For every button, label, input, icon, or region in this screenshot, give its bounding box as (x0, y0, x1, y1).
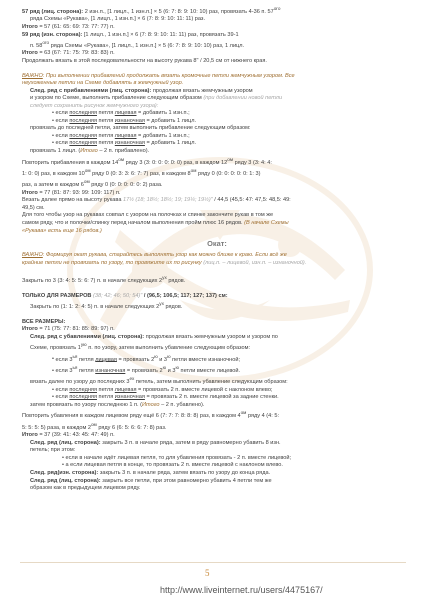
t: лицевая (95, 356, 117, 363)
t: если (55, 117, 70, 124)
t: Закрыть по (1: 1: 2: 4: 5) п. в начале следующих 2 (30, 303, 160, 310)
all-sizes-heading: ВСЕ РАЗМЕРЫ: (22, 318, 66, 325)
total-label: Итого (22, 189, 38, 196)
t: петля (96, 140, 115, 147)
t: (лиц.п. – лицевой, изн.п. – изнаночной). (201, 259, 307, 266)
row-text: 2 изн.п., [1 лицл., 1 изн.п.] × 5 (6: 7: 8: 9: 10: 10) раз, провязать 4-36 п. 57 (83, 8, 274, 15)
t: изнаночная (114, 117, 145, 124)
t: Вязать далее прямо на высоту рукава (22, 197, 123, 204)
t: лицевая (114, 386, 137, 393)
note-text: следует сохранить рисунок жемчужного узора): (30, 102, 159, 109)
t: = провязать 2 п. вместе лицевой с наклоном влево; (136, 386, 273, 393)
sup: ую (80, 342, 87, 348)
row-text: Продолжать вязать в этой последовательности на высоту рукава 8" / 20,5 см от нижнего края. (22, 58, 267, 64)
t: : Формируя окат рукава, старайтесь выполнять узор как можно ближе к краю. Если всё же (42, 252, 287, 259)
t: – 2 п. прибавлено). (97, 148, 150, 155)
total-line (22, 326, 412, 334)
row-label: След. ряд(изн. сторона): (30, 469, 99, 476)
t: = добавить 1 лицл. (144, 117, 197, 124)
text-line (22, 409, 412, 420)
row-label: 57 ряд (лиц. сторона): (22, 8, 84, 15)
total-label: Итого (22, 23, 38, 30)
t: последняя (69, 386, 97, 393)
list-item (22, 462, 412, 470)
row-line (22, 478, 412, 486)
t: Итого (142, 401, 160, 408)
sup: ю (154, 353, 158, 359)
t: продолжая вязать жемчужным узором и узором по (144, 333, 278, 340)
sup: ого (42, 40, 50, 46)
t: петли вместе изнаночной; (170, 356, 241, 363)
t: / 44,5 (45,5: 47: 47,5: 48,5: 49: (212, 197, 291, 204)
row-label: 59 ряд (изн. сторона): (22, 31, 83, 38)
t: петли вместе лицевой. (178, 367, 241, 374)
t: последняя (69, 110, 97, 117)
t: п. по узору, затем выполнить убавление следующим образом: (86, 345, 251, 352)
total-label: Итого (22, 326, 38, 333)
t: Для того чтобы узор на рукавах совпал с узором на полочках и спинке закончите рукав в том же (22, 212, 274, 219)
t: если (55, 132, 70, 139)
t: если (55, 386, 70, 393)
t: Повторить прибавления в каждом 14 (22, 159, 119, 166)
important-note-cont (22, 260, 412, 268)
row-text: [1 лицл., 1 изн.п.] × 6 (7: 8: 9: 10: 11: 11) раз, провязать 39-1 (82, 31, 239, 38)
text-line (22, 341, 412, 352)
t: (В начале Схемы (242, 219, 289, 226)
row-line (22, 440, 412, 448)
total-value: = 37 (39: 41: 43: 45: 47: 49) п. (37, 432, 115, 439)
note-text: неухоженные петли на Схеме добавлять в жемчужный узор. (22, 80, 184, 87)
t: ряду 3 (3: 0: 0: 0: 0: 0) раз, в каждом 12 (124, 159, 228, 166)
text-line (22, 58, 412, 66)
row-text: провязать до последней петли, затем выполнить прибавление следующим образом: (30, 125, 251, 132)
t: если 3 (55, 356, 73, 363)
total-value: = 77 (81: 87: 93: 99: 109: 117) п. (37, 189, 121, 196)
text-line (22, 167, 412, 178)
t: провязать 1 лицл. ( (30, 148, 81, 155)
t: / (96,5; 106,5; 117; 127; 137) см: (143, 292, 228, 299)
t: образом как в предыдущем лицевом ряду. (30, 485, 141, 492)
t: рядов. (163, 303, 183, 310)
sup: ю (167, 353, 171, 359)
t: закрыть 3 п. в начале ряда, затем в ряду равномерно убавить 8 изн. (100, 439, 281, 446)
t: лицевая (114, 110, 137, 117)
list-item (22, 353, 412, 364)
t: Закрыть по 3 (3: 4: 5: 5: 6: 7) п. в начале следующих 2 (22, 278, 163, 285)
row-text: ряда Схемы «Рукава», [1 лицл., 1 изн.п.] × 6 (7: 8: 9: 10: 11: 11) раз. (30, 16, 206, 23)
row-text: продолжая вязать жемчужным узором (151, 87, 253, 94)
t: закрыть все петли, при этом равномерно убавить 4 петли тем же (100, 477, 272, 484)
text-line (22, 16, 412, 24)
t: ряду 0 (0: 0: 0: 0: 0: 2) раза. (89, 182, 163, 189)
sizes-only-line (22, 293, 412, 301)
t: 49,5) см. (22, 204, 45, 211)
t: вязать далее по узору до последних 3 (30, 379, 130, 386)
t: самом ряду, что и полочки/спинку перед началом выполнения пройм плюс 16 рядов. (22, 219, 243, 226)
t: последняя (69, 117, 97, 124)
t: раз, а затем в каждом 6 (22, 182, 84, 189)
row-text: п. 58 (30, 42, 43, 49)
sup: ом (118, 156, 125, 162)
row57-line (22, 5, 412, 16)
t: = провязать 2 (116, 356, 155, 363)
t: последняя (69, 132, 97, 139)
text-line (22, 485, 412, 493)
note-text: : При выполнении прибавлений продолжать вязать кромочные петли жемчужным узором. Все (42, 72, 295, 79)
t: если в начале идёт лицевая петля, то для убавления провязать - 2 п. вместе лицевой; (65, 454, 292, 461)
row-line (22, 470, 412, 478)
t: 5: 5: 5: 5) раза, в каждом 2 (22, 424, 91, 431)
t: ряду 3 (3: 4: 4: (233, 159, 272, 166)
t: ТОЛЬКО ДЛЯ РАЗМЕРОВ (22, 292, 92, 299)
important-note-cont (22, 80, 412, 88)
sup: ом (84, 167, 91, 173)
total-label: Итого (22, 432, 38, 439)
text-line (22, 178, 412, 189)
important-label: ВАЖНО (22, 252, 43, 259)
total-value: = 71 (75: 77: 81: 85: 89: 97) п. (37, 326, 115, 333)
footer-url[interactable]: http://www.liveinternet.ru/users/4475167/ (160, 585, 323, 595)
t: = провязать 2 (125, 367, 163, 374)
sup: ю (162, 364, 167, 370)
sup: ого (273, 6, 281, 11)
important-label: ВАЖНО (22, 72, 43, 79)
text-line (22, 300, 412, 311)
sup: ю (175, 364, 179, 370)
sup: ех (129, 376, 135, 382)
text-line (22, 402, 412, 410)
t: ряду 0 (0: 3: 3: 6: 7: 7) раз, в каждом 8 (90, 170, 191, 177)
list-item (22, 364, 412, 375)
text-line (22, 447, 412, 455)
row59-line (22, 32, 412, 40)
t: ряду 6 (6: 5: 6: 6: 7: 8) раз. (96, 424, 167, 431)
t: петля (96, 132, 115, 139)
t: 1: 0: 0) раз, в каждом 10 (22, 170, 85, 177)
row-label: След. ряд с прибавлениями (лиц. сторона): (30, 87, 152, 94)
t: последняя (69, 140, 97, 147)
t: петель; при этом: (30, 447, 76, 454)
total-line (22, 50, 412, 58)
t: и 3 (166, 367, 176, 374)
row-label: След. ряд (лиц. сторона): (30, 477, 101, 484)
t: = провязать 2 п. вместе лицевой за задние стенки. (144, 394, 279, 401)
text-line (22, 39, 412, 50)
important-note (22, 252, 412, 260)
sup: ом (83, 179, 90, 185)
decrease-row-line (22, 334, 412, 342)
row-text: и узором по Схеме, выполнить прибавление следующим образом (30, 95, 202, 102)
total-line (22, 24, 412, 32)
page-number: 5 (205, 568, 210, 578)
text-line (22, 375, 412, 386)
t: затем провязать по узору последнюю 1 п. ( (30, 401, 142, 408)
text-line (22, 103, 412, 111)
t: рядов. (166, 278, 186, 285)
text-line (22, 205, 412, 213)
t: изнаночная (114, 394, 145, 401)
t: петля (96, 394, 115, 401)
t: петля (96, 110, 115, 117)
total-value: = 63 (67: 71: 75: 79: 83: 83) п. (37, 50, 115, 57)
sup: ом (190, 167, 197, 173)
row-label: След. ряд (лиц. сторона): (30, 439, 101, 446)
text-line (22, 148, 412, 156)
t: если (55, 140, 70, 147)
t: петля (77, 356, 96, 363)
t: ряду 0 (0: 0: 0: 0: 0: 1: 3) (196, 170, 261, 177)
t: крайние петли не провязать по узору, то провяжите их по рисунку (22, 259, 202, 266)
row-text: ряда Схемы «Рукава», [1 лицл., 1 изн.п.] × 5 (6: 7: 8: 9: 10: 10) раз, 1 лицл. (49, 42, 245, 49)
t: петля (77, 367, 96, 374)
list-item (22, 140, 412, 148)
sup: ом (90, 421, 97, 427)
text-line (22, 421, 412, 432)
t: Повторить убавления в каждом лицевом ряду ещё 6 (7: 7: 7: 8: 8: 8) раз, в каждом 4 (22, 413, 241, 420)
t: – 2 п. убавлено). (159, 401, 205, 408)
t: = добавить 1 изн.п.; (136, 132, 190, 139)
text-line (22, 125, 412, 133)
t: петля (96, 117, 115, 124)
section-title-okat: Окат: (207, 239, 227, 249)
text-line (22, 212, 412, 220)
t: (38; 42; 46; 50; 54)" (91, 292, 144, 299)
t: 17½ (18; 18½; 18½; 19; 19¼; 19½)" (122, 197, 213, 204)
t: = добавить 1 изн.п.; (136, 110, 190, 117)
t: Итого (80, 148, 98, 155)
list-item (22, 133, 412, 141)
text-line (22, 228, 412, 236)
sup: ья (72, 364, 78, 370)
row-label: След. ряд с убавлениями (лиц. сторона): (30, 333, 145, 340)
t: закрыть 3 п. в начале ряда, затем вязать по узору до конца ряда. (98, 469, 271, 476)
sup: ья (72, 353, 78, 359)
important-note (22, 73, 412, 81)
t: если 3 (55, 367, 73, 374)
sup: ом (240, 410, 247, 416)
text-line (22, 274, 412, 285)
text-line (22, 95, 412, 103)
t: если (55, 110, 70, 117)
total-value: = 57 (61: 65: 69: 73: 77: 77) п. (37, 23, 115, 30)
t: Схеме, провязать 1 (30, 345, 81, 352)
text-line (22, 197, 412, 205)
sup: ух (162, 275, 167, 281)
note-text: (при добавлении новой петли (201, 95, 283, 102)
footer-divider (20, 562, 406, 563)
t: последняя (69, 394, 97, 401)
total-label: Итого (22, 50, 38, 57)
text-line (22, 156, 412, 167)
t: изнаночная (95, 367, 126, 374)
t: петля (96, 386, 115, 393)
t: «Рукава» есть еще 16 рядов.) (22, 227, 102, 234)
list-item (22, 110, 412, 118)
sup: ух (159, 301, 164, 307)
sup: ом (227, 156, 234, 162)
t: и 3 (157, 356, 168, 363)
t: а если лицевая петля в конце, то провязать 2 п. вместе лицевой с наклоном влево. (65, 462, 283, 469)
pattern-text (22, 5, 412, 493)
total-line (22, 432, 412, 440)
t: изнаночная (114, 140, 145, 147)
list-item (22, 394, 412, 402)
t: = добавить 1 лицл. (144, 140, 197, 147)
t: если (55, 394, 70, 401)
t: ряду 4 (4: 5: (246, 413, 280, 420)
text-line (22, 220, 412, 228)
t: лицевая (114, 132, 137, 139)
t: петель, затем выполнить убавление следующим образом: (134, 379, 288, 386)
